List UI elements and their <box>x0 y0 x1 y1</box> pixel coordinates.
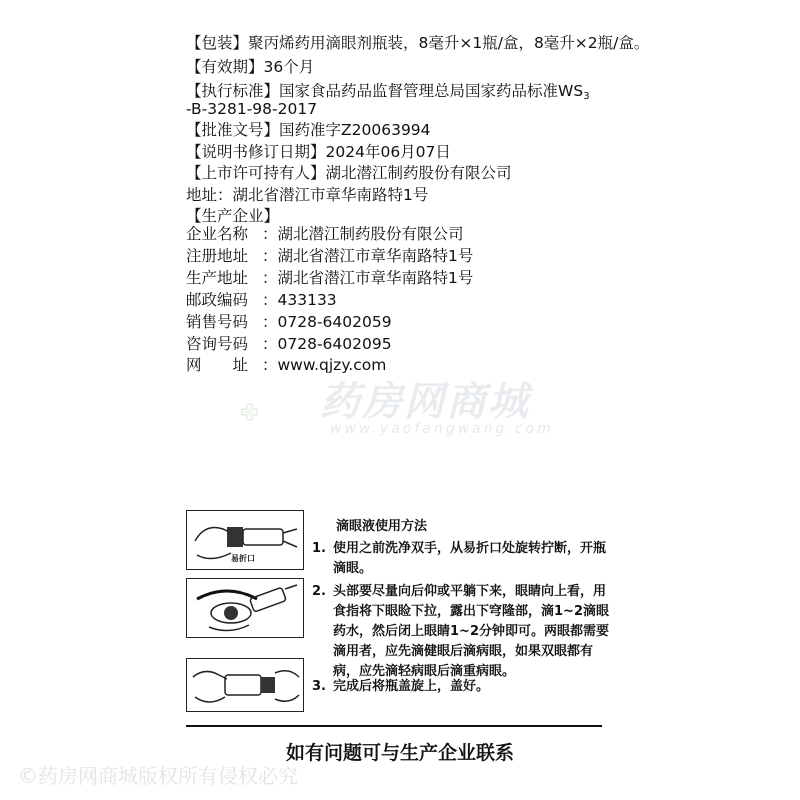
field-key: 注册地址 <box>186 247 249 265</box>
address-text: 地址：湖北省潜江市章华南路特1号 <box>186 186 429 204</box>
copyright-watermark: ©药房网商城版权所有侵权必究 <box>18 764 298 788</box>
step-number: 3. <box>312 679 326 694</box>
watermark-text: 药房网商城 <box>320 379 530 425</box>
standard-text-2: -B-3281-98-2017 <box>186 100 318 118</box>
step-text: 完成后将瓶盖旋上，盖好。 <box>333 679 490 694</box>
revision-tag: 【说明书修订日期】 <box>186 143 326 161</box>
validity-line <box>186 57 314 77</box>
field-sales-phone <box>186 312 392 332</box>
holder-line <box>186 163 512 183</box>
field-key: 企业名称 <box>186 225 249 243</box>
field-value: ：湖北省潜江市章华南路特1号 <box>262 247 474 265</box>
illustration-open-bottle <box>186 510 304 570</box>
field-value: ：湖北省潜江市章华南路特1号 <box>262 269 474 287</box>
standard-sub: 3 <box>583 91 590 102</box>
field-prod-address <box>186 268 473 288</box>
approval-tag: 【批准文号】 <box>186 121 280 139</box>
field-key: 生产地址 <box>186 269 249 287</box>
field-key: 网 址 <box>186 356 249 374</box>
step-text: 使用之前洗净双手，从易折口处旋转拧断，开瓶滴眼。 <box>333 541 607 576</box>
field-key: 咨询号码 <box>186 335 249 353</box>
validity-tag: 【有效期】 <box>186 58 264 76</box>
standard-text: 国家食品药品监督管理总局国家药品标准WS <box>279 82 584 100</box>
watermark-cross-icon <box>240 372 320 452</box>
contact-footer: 如有问题可与生产企业联系 <box>285 742 514 764</box>
usage-step <box>312 582 618 682</box>
field-key: 销售号码 <box>186 313 249 331</box>
holder-tag: 【上市许可持有人】 <box>186 164 326 182</box>
usage-step <box>312 677 618 697</box>
address-line <box>186 185 428 205</box>
field-value: ：0728-6402095 <box>262 335 392 353</box>
package-text: 聚丙烯药用滴眼剂瓶装，8毫升×1瓶/盒，8毫升×2瓶/盒。 <box>248 34 650 52</box>
field-postcode <box>186 290 337 310</box>
manufacturer-line <box>186 206 279 226</box>
step-text: 头部要尽量向后仰或平躺下来，眼睛向上看，用食指将下眼睑下拉，露出下穹隆部，滴1~2滴眼药水，然后闭上眼睛1~2分钟即可。两眼都需要滴用者，应先滴健眼后滴病眼，如果双眼都有病，应先滴轻病眼后滴重病眼。 <box>333 584 609 679</box>
field-consult-phone <box>186 334 392 354</box>
field-key: 邮政编码 <box>186 291 249 309</box>
field-value: ：433133 <box>262 291 337 309</box>
usage-title: 滴眼液使用方法 <box>336 519 428 534</box>
package-tag: 【包装】 <box>186 34 249 52</box>
revision-text: 2024年06月07日 <box>325 143 451 161</box>
validity-text: 36个月 <box>263 58 315 76</box>
revision-line <box>186 142 451 162</box>
holder-text: 湖北潜江制药股份有限公司 <box>325 164 512 182</box>
field-reg-address <box>186 246 473 266</box>
approval-text: 国药准字Z20063994 <box>279 121 431 139</box>
illustration-eye-drop <box>186 578 304 638</box>
divider <box>186 725 602 727</box>
watermark-url: www.yaofangwang.com <box>330 421 554 437</box>
standard-tag: 【执行标准】 <box>186 82 280 100</box>
field-value: ：0728-6402059 <box>262 313 392 331</box>
approval-line <box>186 120 431 140</box>
field-value: ：湖北潜江制药股份有限公司 <box>262 225 464 243</box>
step-number: 2. <box>312 584 326 599</box>
illus-label: 易折口 <box>231 554 255 563</box>
illustration-cap-bottle <box>186 658 304 712</box>
step-number: 1. <box>312 541 326 556</box>
manufacturer-tag: 【生产企业】 <box>186 207 280 225</box>
field-value: ：www.qjzy.com <box>262 356 387 374</box>
usage-step <box>312 539 618 579</box>
standard-line-2 <box>186 99 317 119</box>
field-company-name <box>186 224 464 244</box>
package-line <box>186 33 649 53</box>
